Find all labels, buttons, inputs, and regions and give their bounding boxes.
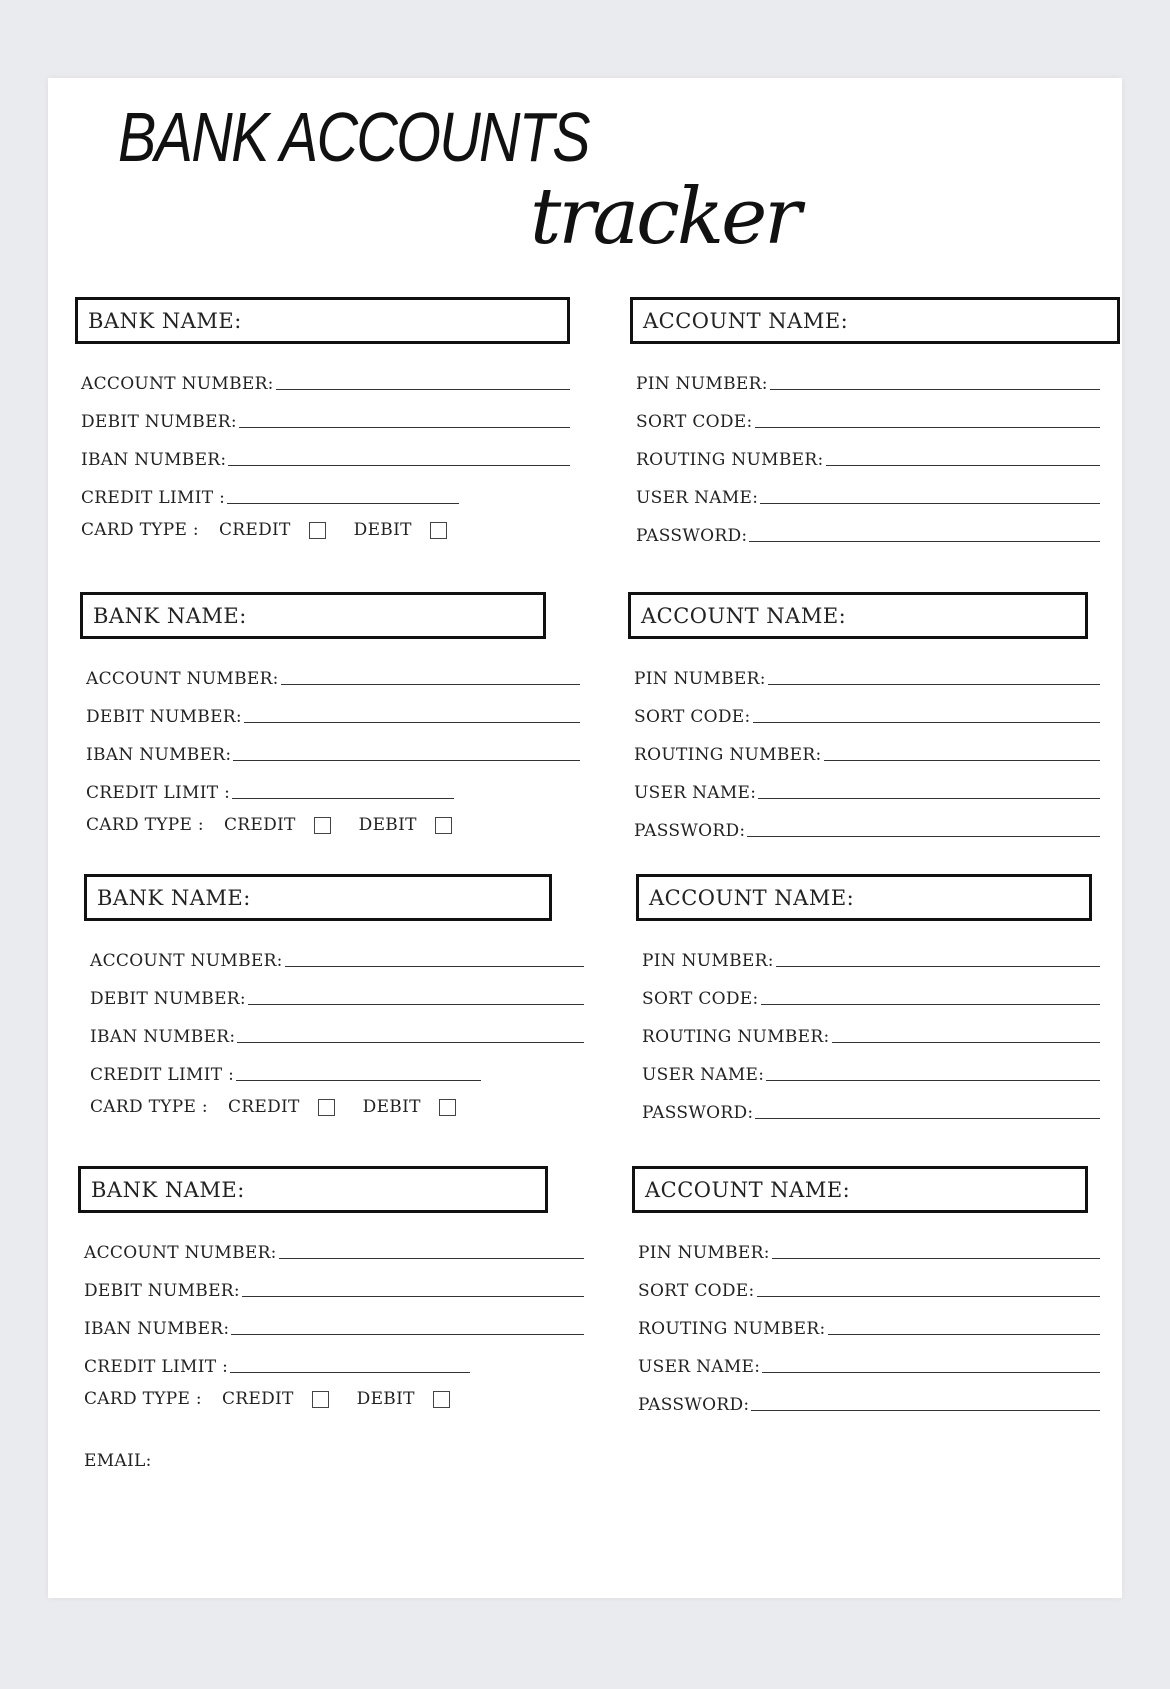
iban-number-field[interactable]: IBAN NUMBER: bbox=[80, 727, 580, 765]
user-name-field[interactable]: USER NAME: bbox=[632, 1339, 1120, 1377]
bank-name-field[interactable]: BANK NAME: bbox=[75, 297, 570, 344]
bank-name-field[interactable]: BANK NAME: bbox=[80, 592, 546, 639]
card-type-row: CARD TYPE : CREDIT DEBIT bbox=[80, 803, 580, 847]
bank-name-field[interactable]: BANK NAME: bbox=[78, 1166, 548, 1213]
account-block-1 bbox=[630, 297, 1120, 546]
debit-checkbox[interactable] bbox=[439, 1099, 456, 1116]
bank-block-3 bbox=[84, 874, 584, 1129]
user-name-field[interactable]: USER NAME: bbox=[628, 765, 1120, 803]
account-number-field[interactable]: ACCOUNT NUMBER: bbox=[80, 651, 580, 689]
sort-code-field[interactable]: SORT CODE: bbox=[630, 394, 1120, 432]
account-number-field[interactable]: ACCOUNT NUMBER: bbox=[78, 1225, 584, 1263]
sort-code-field[interactable]: SORT CODE: bbox=[636, 971, 1120, 1009]
page-subtitle: tracker bbox=[530, 172, 799, 262]
pin-number-field[interactable]: PIN NUMBER: bbox=[628, 651, 1120, 689]
credit-limit-field[interactable]: CREDIT LIMIT : bbox=[78, 1339, 584, 1377]
bank-name-field[interactable]: BANK NAME: bbox=[84, 874, 552, 921]
debit-number-field[interactable]: DEBIT NUMBER: bbox=[84, 971, 584, 1009]
user-name-field[interactable]: USER NAME: bbox=[630, 470, 1120, 508]
password-field[interactable]: PASSWORD: bbox=[630, 508, 1120, 546]
credit-checkbox[interactable] bbox=[314, 817, 331, 834]
password-field[interactable]: PASSWORD: bbox=[632, 1377, 1120, 1415]
routing-number-field[interactable]: ROUTING NUMBER: bbox=[630, 432, 1120, 470]
account-name-field[interactable]: ACCOUNT NAME: bbox=[630, 297, 1120, 344]
sort-code-field[interactable]: SORT CODE: bbox=[628, 689, 1120, 727]
iban-number-field[interactable]: IBAN NUMBER: bbox=[84, 1009, 584, 1047]
debit-number-field[interactable]: DEBIT NUMBER: bbox=[75, 394, 570, 432]
account-name-field[interactable]: ACCOUNT NAME: bbox=[632, 1166, 1088, 1213]
routing-number-field[interactable]: ROUTING NUMBER: bbox=[628, 727, 1120, 765]
routing-number-field[interactable]: ROUTING NUMBER: bbox=[636, 1009, 1120, 1047]
credit-checkbox[interactable] bbox=[312, 1391, 329, 1408]
debit-checkbox[interactable] bbox=[435, 817, 452, 834]
bank-block-1 bbox=[75, 297, 570, 552]
email-field[interactable]: EMAIL: bbox=[84, 1451, 152, 1471]
account-name-field[interactable]: ACCOUNT NAME: bbox=[628, 592, 1088, 639]
card-type-row: CARD TYPE : CREDIT DEBIT bbox=[78, 1377, 584, 1421]
account-block-4 bbox=[632, 1166, 1120, 1415]
bank-block-4 bbox=[78, 1166, 584, 1421]
user-name-field[interactable]: USER NAME: bbox=[636, 1047, 1120, 1085]
credit-checkbox[interactable] bbox=[309, 522, 326, 539]
account-block-2 bbox=[628, 592, 1120, 841]
bank-block-2 bbox=[80, 592, 580, 847]
credit-limit-field[interactable]: CREDIT LIMIT : bbox=[80, 765, 580, 803]
pin-number-field[interactable]: PIN NUMBER: bbox=[632, 1225, 1120, 1263]
card-type-row: CARD TYPE : CREDIT DEBIT bbox=[75, 508, 570, 552]
debit-checkbox[interactable] bbox=[433, 1391, 450, 1408]
iban-number-field[interactable]: IBAN NUMBER: bbox=[78, 1301, 584, 1339]
debit-number-field[interactable]: DEBIT NUMBER: bbox=[80, 689, 580, 727]
routing-number-field[interactable]: ROUTING NUMBER: bbox=[632, 1301, 1120, 1339]
pin-number-field[interactable]: PIN NUMBER: bbox=[636, 933, 1120, 971]
credit-limit-field[interactable]: CREDIT LIMIT : bbox=[75, 470, 570, 508]
iban-number-field[interactable]: IBAN NUMBER: bbox=[75, 432, 570, 470]
account-block-3 bbox=[636, 874, 1120, 1123]
account-name-field[interactable]: ACCOUNT NAME: bbox=[636, 874, 1092, 921]
pin-number-field[interactable]: PIN NUMBER: bbox=[630, 356, 1120, 394]
credit-checkbox[interactable] bbox=[318, 1099, 335, 1116]
tracker-sheet bbox=[48, 78, 1122, 1598]
password-field[interactable]: PASSWORD: bbox=[636, 1085, 1120, 1123]
account-number-field[interactable]: ACCOUNT NUMBER: bbox=[75, 356, 570, 394]
page-title: BANK ACCOUNTS bbox=[118, 98, 589, 176]
card-type-row: CARD TYPE : CREDIT DEBIT bbox=[84, 1085, 584, 1129]
debit-number-field[interactable]: DEBIT NUMBER: bbox=[78, 1263, 584, 1301]
sort-code-field[interactable]: SORT CODE: bbox=[632, 1263, 1120, 1301]
password-field[interactable]: PASSWORD: bbox=[628, 803, 1120, 841]
credit-limit-field[interactable]: CREDIT LIMIT : bbox=[84, 1047, 584, 1085]
debit-checkbox[interactable] bbox=[430, 522, 447, 539]
account-number-field[interactable]: ACCOUNT NUMBER: bbox=[84, 933, 584, 971]
